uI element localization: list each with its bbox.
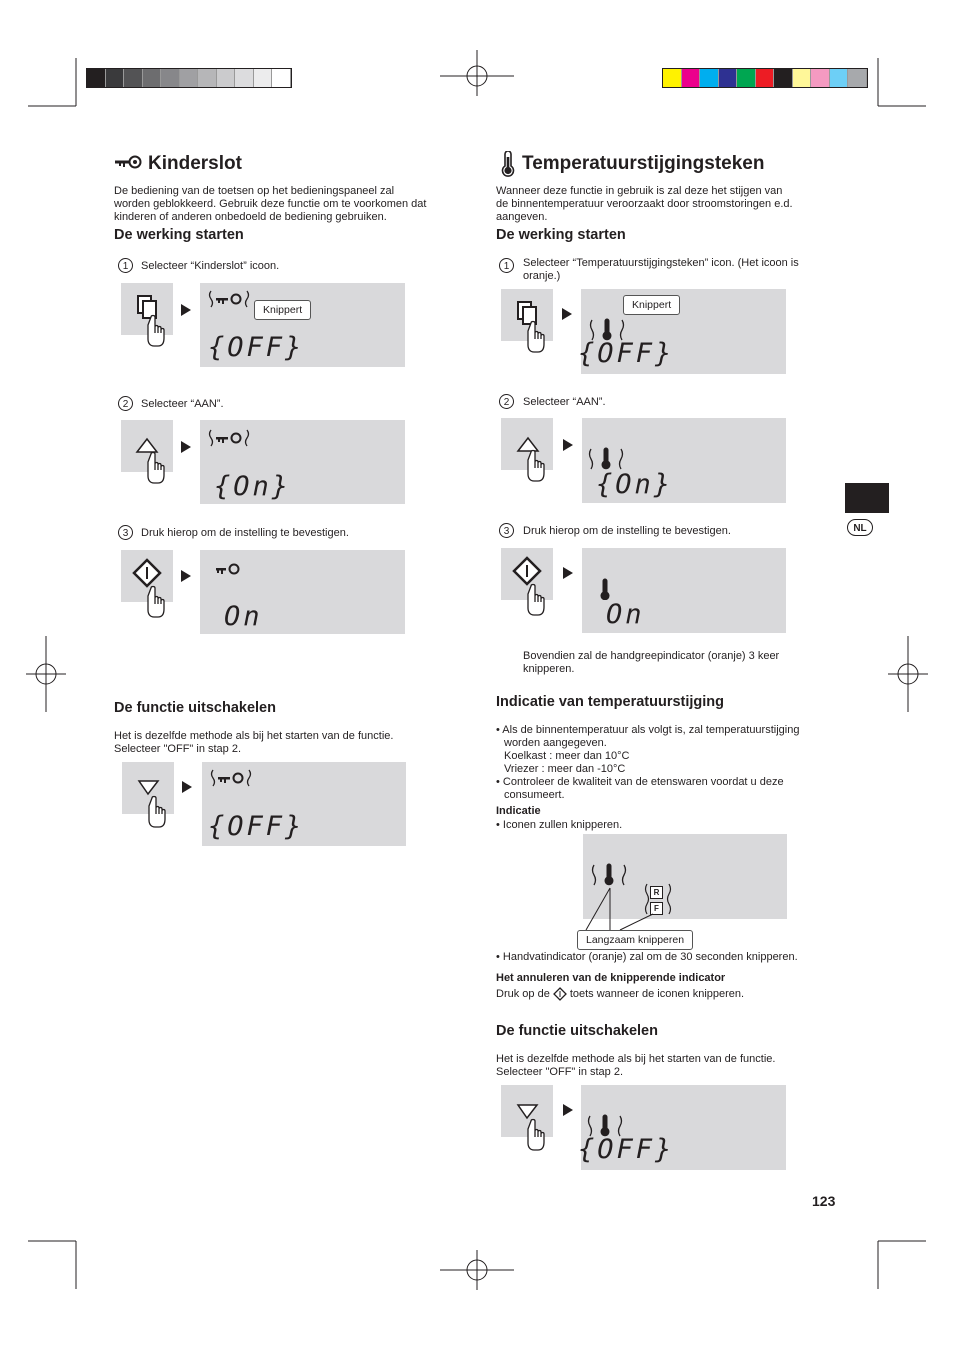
key-icon — [215, 562, 241, 576]
page-title-right: Temperatuurstijgingsteken — [522, 153, 765, 174]
step-text: Selecteer “Temperatuurstijgingsteken” icon. (Het icoon is oranje.) — [523, 257, 799, 282]
confirm-button[interactable] — [501, 548, 553, 600]
lcd-display: {On} — [596, 469, 674, 500]
slow-blink-tooltip: Langzaam knipperen — [577, 930, 693, 950]
confirm-diamond-icon — [121, 550, 173, 630]
arrow-icon — [563, 567, 573, 579]
down-triangle-icon — [501, 1085, 553, 1165]
step-text: Selecteer “Kinderslot” icoon. — [141, 260, 280, 272]
calibration-swatch — [700, 69, 719, 87]
step-number: 1 — [118, 258, 133, 273]
display-panel — [200, 550, 405, 634]
step-text: Druk hierop om de instelling te bevestigen. — [141, 527, 349, 539]
display-panel — [582, 418, 786, 503]
calibration-swatch — [756, 69, 775, 87]
calibration-swatch — [235, 69, 254, 87]
lcd-display: {OFF} — [578, 338, 675, 369]
arrow-icon — [563, 439, 573, 451]
arrow-icon — [562, 308, 572, 320]
calibration-swatch — [663, 69, 682, 87]
calibration-swatch — [272, 69, 291, 87]
off-heading-left: De functie uitschakelen — [114, 700, 276, 716]
calibration-swatch — [106, 69, 125, 87]
note-text: Bovendien zal de handgreepindicator (oranje) 3 keer knipperen. — [523, 650, 780, 675]
calibration-swatch — [143, 69, 162, 87]
arrow-icon — [563, 1104, 573, 1116]
calibration-swatch — [830, 69, 849, 87]
up-triangle-icon — [501, 418, 553, 498]
thermometer-icon — [600, 578, 610, 600]
copy-button-icon — [501, 289, 553, 369]
calibration-swatch — [87, 69, 106, 87]
start-heading-right: De werking starten — [496, 227, 626, 243]
lcd-display: {OFF} — [208, 811, 305, 842]
calibration-swatch — [848, 69, 867, 87]
display-panel — [202, 762, 406, 846]
calibration-swatch — [737, 69, 756, 87]
calibration-swatch — [217, 69, 236, 87]
display-panel — [582, 548, 786, 633]
calibration-swatch — [124, 69, 143, 87]
step-text: Druk hierop om de instelling te bevestigen. — [523, 525, 731, 537]
blink-tooltip: Knippert — [254, 300, 311, 320]
calibration-swatch — [719, 69, 738, 87]
down-button[interactable] — [122, 762, 174, 814]
display-panel — [200, 420, 405, 504]
arrow-icon — [181, 304, 191, 316]
start-heading-left: De werking starten — [114, 227, 244, 243]
f-indicator: F — [650, 902, 663, 915]
intro-left: De bediening van de toetsen op het bedieningspaneel zal worden geblokkeerd. Gebruik deze functie om te voorkomen dat kinderen of anderen onbedoeld de bediening gebruiken. — [114, 185, 427, 223]
calibration-swatch — [811, 69, 830, 87]
calibration-swatch — [793, 69, 812, 87]
display-panel — [200, 283, 405, 367]
up-triangle-icon — [121, 420, 173, 500]
calibration-swatch — [198, 69, 217, 87]
color-calibration-bar — [662, 68, 868, 88]
step-number: 2 — [118, 396, 133, 411]
off-text-left: Het is dezelfde methode als bij het starten van de functie. Selecteer "OFF" in stap 2. — [114, 730, 394, 755]
arrow-icon — [181, 570, 191, 582]
confirm-button[interactable] — [121, 550, 173, 602]
display-panel — [578, 289, 786, 374]
display-panel — [578, 1085, 786, 1170]
indicatie-text: • Iconen zullen knipperen. — [496, 819, 623, 831]
cancel-heading: Het annuleren van de knipperende indicator — [496, 972, 726, 984]
intro-right: Wanneer deze functie in gebruik is zal deze het stijgen van de binnentemperatuur veroorzaakt door stroomstoringen e.d. aangeven. — [496, 185, 793, 223]
calibration-swatch — [161, 69, 180, 87]
down-triangle-icon — [122, 762, 174, 842]
blink-tooltip: Knippert — [623, 295, 680, 315]
grayscale-calibration-bar — [86, 68, 292, 88]
key-blink-icon — [207, 289, 251, 311]
section-tab — [845, 483, 889, 513]
copy-button-icon — [121, 283, 173, 363]
lcd-display: On — [606, 599, 645, 630]
off-heading-right: De functie uitschakelen — [496, 1023, 658, 1039]
calibration-swatch — [254, 69, 273, 87]
language-badge: NL — [847, 519, 873, 536]
down-button[interactable] — [501, 1085, 553, 1137]
arrow-icon — [181, 441, 191, 453]
thermometer-icon — [500, 151, 516, 177]
off-text-right: Het is dezelfde methode als bij het starten van de functie. Selecteer "OFF" in stap 2. — [496, 1053, 776, 1078]
lcd-display: {OFF} — [578, 1134, 675, 1165]
indication-heading: Indicatie van temperatuurstijging — [496, 694, 725, 710]
calibration-swatch — [682, 69, 701, 87]
indicatie-label: Indicatie — [496, 805, 541, 817]
lcd-display: On — [224, 601, 263, 632]
indication-bullets: • Als de binnentemperatuur als volgt is, zal temperatuurstijging worden aangegeven. Koelkast : meer dan 10°C Vriezer : meer dan -10°C • Controleer de kwaliteit van de etenswaren voordat u deze consumeert. — [496, 724, 800, 801]
up-button[interactable] — [121, 420, 173, 472]
step-number: 3 — [499, 523, 514, 538]
page-number: 123 — [812, 1193, 836, 1209]
step-text: Selecteer “AAN”. — [141, 398, 224, 410]
lcd-display: {OFF} — [208, 332, 305, 363]
copy-button[interactable] — [121, 283, 173, 335]
key-icon — [114, 154, 142, 170]
lcd-display: {On} — [214, 471, 292, 502]
cancel-text: Druk op de toets wanneer de iconen knipperen. — [496, 987, 745, 1000]
confirm-diamond-icon — [553, 987, 567, 1001]
arrow-icon — [182, 781, 192, 793]
page-title-left: Kinderslot — [148, 153, 242, 174]
step-number: 1 — [499, 258, 514, 273]
up-button[interactable] — [501, 418, 553, 470]
step-text: Selecteer “AAN”. — [523, 396, 606, 408]
r-indicator: R — [650, 886, 663, 899]
calibration-swatch — [774, 69, 793, 87]
key-blink-icon — [207, 428, 251, 450]
confirm-diamond-icon — [501, 548, 553, 628]
key-blink-icon — [209, 768, 253, 790]
handle-indicator-text: • Handvatindicator (oranje) zal om de 30 seconden knipperen. — [496, 951, 798, 963]
copy-button[interactable] — [501, 289, 553, 341]
calibration-swatch — [180, 69, 199, 87]
step-number: 3 — [118, 525, 133, 540]
step-number: 2 — [499, 394, 514, 409]
